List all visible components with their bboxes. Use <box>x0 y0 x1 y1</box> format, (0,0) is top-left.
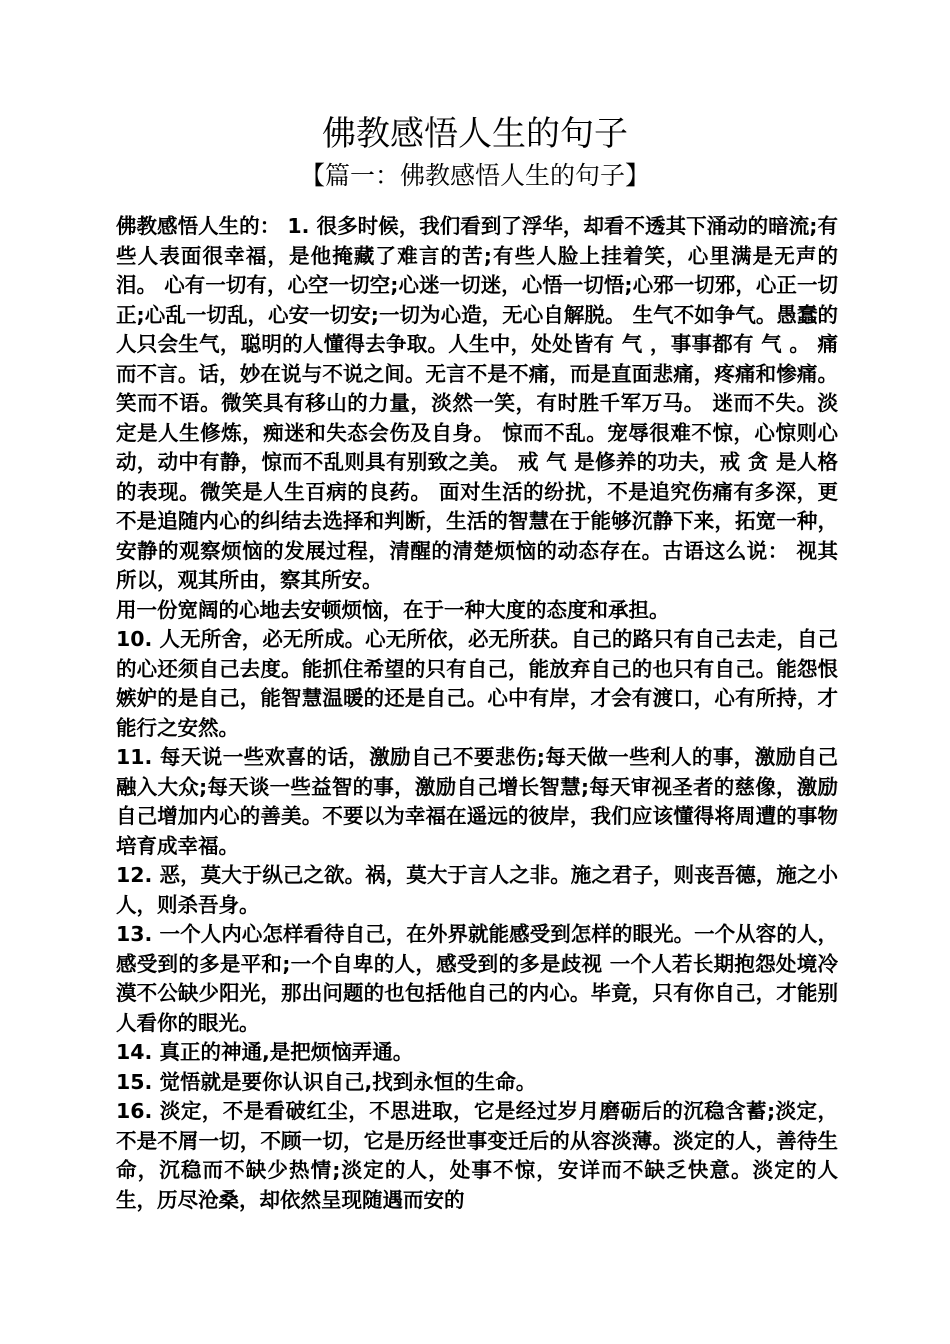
paragraph: 11. 每天说一些欢喜的话，激励自己不要悲伤;每天做一些利人的事，激励自己融入大众;每天谈一些益智的事，激励自己增长智慧;每天审视圣者的慈像，激励自己增加内心的善美。不要以为幸福在遥远的彼岸，我们应该懂得将周遭的事物培育成幸福。 <box>116 745 838 858</box>
paragraph: 12. 恶，莫大于纵己之欲。祸，莫大于言人之非。施之君子，则丧吾德，施之小人，则杀吾身。 <box>116 863 838 917</box>
document-body <box>116 212 838 1215</box>
paragraph: 10. 人无所舍，必无所成。心无所依，必无所获。自己的路只有自己去走，自己的心还须自己去度。能抓住希望的只有自己，能放弃自己的也只有自己。能怨恨嫉妒的是自己，能智慧温暖的还是自己。心中有岸，才会有渡口，心有所持，才能行之安然。 <box>116 627 838 740</box>
paragraph: 13. 一个人内心怎样看待自己，在外界就能感受到怎样的眼光。一个从容的人，感受到的多是平和;一个自卑的人，感受到的多是歧视 一个人若长期抱怨处境冷漠不公缺少阳光，那出问题的也包括他自己的内心。毕竟，只有你自己，才能别人看你的眼光。 <box>116 922 838 1035</box>
paragraph: 16. 淡定，不是看破红尘，不思进取，它是经过岁月磨砺后的沉稳含蓄;淡定，不是不屑一切，不顾一切，它是历经世事变迁后的从容淡薄。淡定的人，善待生命，沉稳而不缺少热情;淡定的人，处事不惊，安详而不缺乏快意。淡定的人生，历尽沧桑，却依然呈现随遇而安的 <box>116 1099 838 1212</box>
paragraph: 用一份宽阔的心地去安顿烦恼，在于一种大度的态度和承担。 <box>116 597 670 622</box>
paragraph: 佛教感悟人生的： 1. 很多时候，我们看到了浮华，却看不透其下涌动的暗流;有些人表面很幸福，是他掩藏了难言的苦;有些人脸上挂着笑，心里满是无声的泪。 心有一切有，心空一切空;心迷一切迷，心悟一切悟;心邪一切邪，心正一切正;心乱一切乱，心安一切安;一切为心造，无心自解脱。 生气不如争气。愚蠢的人只会生气，聪明的人懂得去争取。人生中，处处皆有 气 ，事事都有 气 。 痛而不言。话，妙在说与不说之间。无言不是不痛，而是直面悲痛，疼痛和惨痛。 笑而不语。微笑具有移山的力量，淡然一笑，有时胜千军万马。 迷而不失。淡定是人生修炼，痴迷和失态会伤及自身。 惊而不乱。宠辱很难不惊，心惊则心动，动中有静，惊而不乱则具有别致之美。 戒 气 是修养的功夫，戒 贪 是人格的表现。微笑是人生百病的良药。 面对生活的纷扰，不是追究伤痛有多深，更不是追随内心的纠结去选择和判断，生活的智慧在于能够沉静下来，拓宽一种，安静的观察烦恼的发展过程，清醒的清楚烦恼的动态存在。古语这么说： 视其所以，观其所由，察其所安。 <box>116 214 838 592</box>
document-title: 佛教感悟人生的句子 <box>322 114 628 154</box>
document-subtitle: 【篇一：佛教感悟人生的句子】 <box>299 161 650 190</box>
paragraph: 14. 真正的神通,是把烦恼弄通。 <box>116 1040 414 1064</box>
paragraph: 15. 觉悟就是要你认识自己,找到永恒的生命。 <box>116 1069 537 1094</box>
